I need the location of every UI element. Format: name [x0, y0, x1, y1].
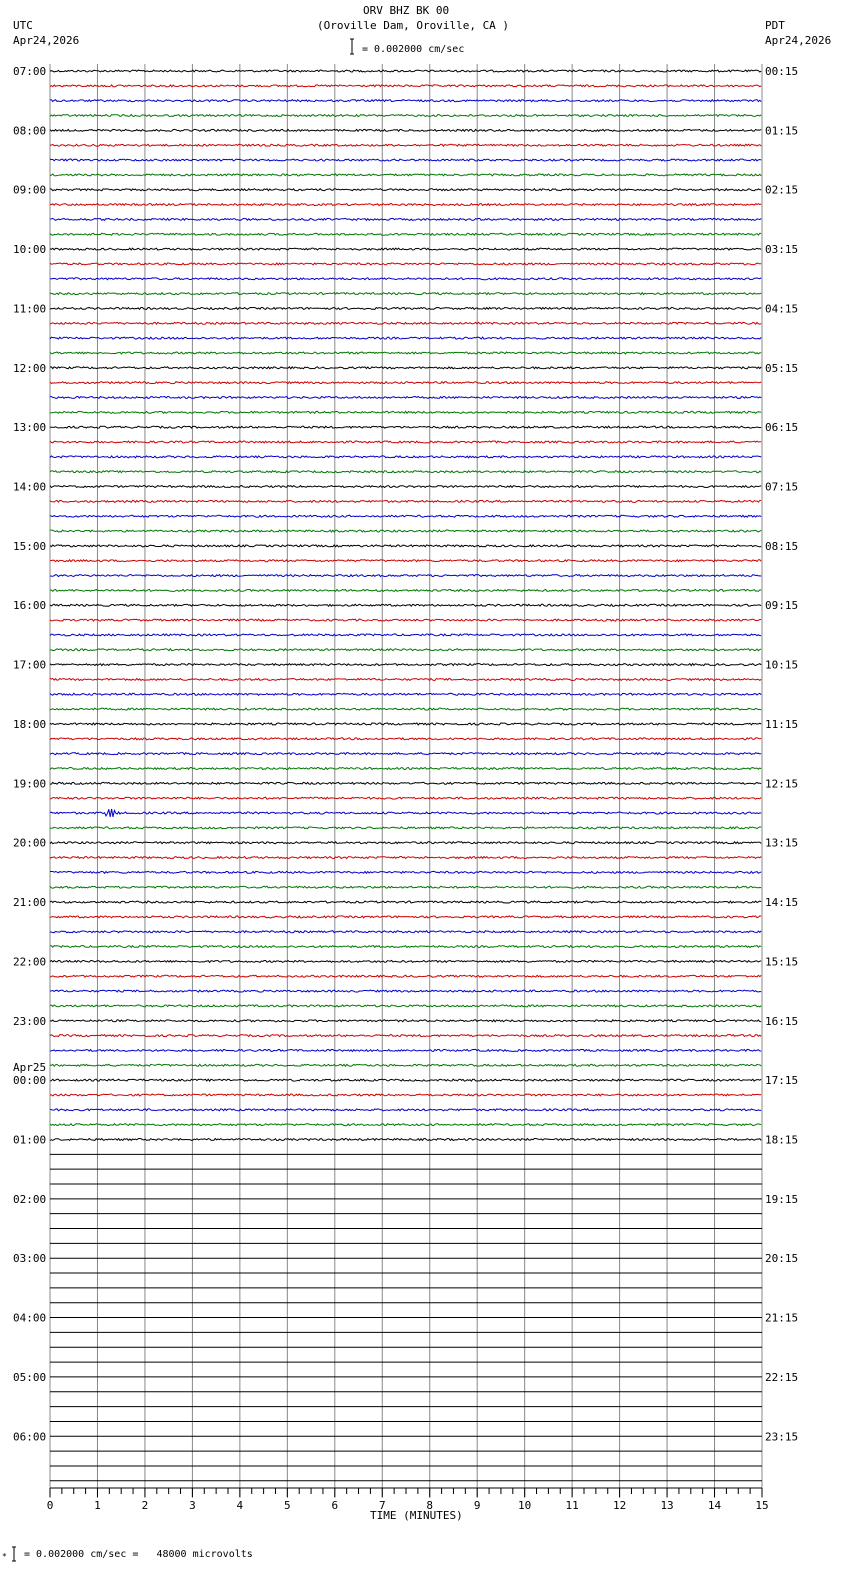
- left-hour-label: 22:00: [13, 955, 47, 969]
- seismic-trace: [50, 263, 761, 265]
- seismic-trace: [50, 322, 761, 324]
- x-tick-label: 14: [707, 1499, 722, 1512]
- seismic-trace: [50, 782, 761, 784]
- seismic-trace: [50, 293, 761, 295]
- right-hour-label: 16:15: [765, 1014, 799, 1028]
- right-hour-label: 21:15: [765, 1311, 799, 1325]
- right-hour-label: 15:15: [765, 955, 799, 969]
- left-hour-label: 16:00: [13, 599, 47, 613]
- left-hour-labels: [13, 65, 46, 1443]
- left-hour-label: 23:00: [13, 1014, 47, 1028]
- seismic-trace: [50, 441, 761, 443]
- seismic-trace: [50, 604, 761, 606]
- seismic-trace: [50, 1079, 761, 1081]
- seismic-trace: [50, 797, 761, 799]
- seismic-trace: [50, 946, 761, 948]
- seismic-trace: [50, 1094, 761, 1096]
- seismic-trace: [50, 693, 761, 695]
- left-hour-label: 20:00: [13, 836, 47, 850]
- left-hour-label: 11:00: [13, 302, 47, 316]
- x-tick-label: 13: [660, 1499, 674, 1512]
- seismic-trace: [50, 396, 761, 398]
- right-hour-label: 13:15: [765, 836, 799, 850]
- right-hour-label: 22:15: [765, 1370, 799, 1384]
- right-hour-label: 00:15: [765, 65, 799, 78]
- seismic-trace: [50, 1064, 761, 1066]
- left-hour-label: 00:00: [13, 1074, 47, 1088]
- seismic-trace: [50, 1124, 761, 1126]
- right-hour-label: 06:15: [765, 421, 799, 435]
- seismic-trace: [50, 115, 761, 117]
- seismic-trace: [50, 1020, 761, 1022]
- seismic-trace: [50, 723, 761, 725]
- left-hour-label: 08:00: [13, 124, 47, 138]
- seismic-trace: [50, 337, 761, 339]
- seismic-trace: [50, 753, 761, 755]
- left-hour-label: 02:00: [13, 1192, 47, 1206]
- right-hour-label: 02:15: [765, 183, 799, 197]
- seismic-trace: [50, 204, 761, 206]
- station-subtitle: (Oroville Dam, Oroville, CA ): [317, 19, 510, 32]
- x-tick-label: 8: [426, 1499, 434, 1512]
- seismic-trace: [50, 634, 761, 636]
- x-axis-title: TIME (MINUTES): [370, 1509, 463, 1522]
- right-hour-label: 10:15: [765, 658, 799, 672]
- seismic-trace: [50, 471, 761, 473]
- left-hour-label: 19:00: [13, 777, 47, 791]
- seismic-trace: [50, 85, 761, 87]
- seismic-trace: [50, 901, 761, 903]
- seismic-trace: [50, 545, 761, 547]
- left-hour-label: 09:00: [13, 183, 47, 197]
- x-tick-label: 3: [189, 1499, 196, 1512]
- seismic-trace: [50, 100, 761, 102]
- x-tick-label: 2: [141, 1499, 149, 1512]
- seismic-trace: [50, 456, 761, 458]
- left-hour-label: 15:00: [13, 539, 47, 553]
- x-tick-label: 9: [473, 1499, 481, 1512]
- footer-scale-note: = 0.002000 cm/sec = 48000 microvolts: [24, 1549, 253, 1560]
- seismic-trace: [50, 70, 761, 72]
- seismic-trace: [50, 367, 761, 369]
- seismic-trace: [50, 382, 761, 384]
- right-hour-label: 09:15: [765, 599, 799, 613]
- seismic-trace: [50, 218, 761, 220]
- right-hour-label: 18:15: [765, 1133, 799, 1147]
- seismic-trace: [50, 426, 761, 428]
- left-hour-label: 03:00: [13, 1252, 47, 1266]
- seismic-trace: [50, 159, 761, 161]
- x-tick-label: 12: [612, 1499, 627, 1512]
- seismic-trace: [50, 664, 761, 666]
- footer-scale-bar-icon: [2, 1547, 16, 1561]
- right-hour-label: 11:15: [765, 717, 799, 731]
- x-tick-label: 15: [755, 1499, 769, 1512]
- seismic-trace: [50, 1049, 761, 1051]
- seismic-trace: [50, 678, 761, 680]
- left-date: Apr24,2026: [13, 34, 80, 47]
- seismic-trace: [50, 144, 761, 146]
- station-title: ORV BHZ BK 00: [363, 4, 450, 17]
- seismic-trace: [50, 1005, 761, 1007]
- right-hour-label: 01:15: [765, 124, 799, 138]
- right-hour-label: 03:15: [765, 243, 799, 257]
- seismic-traces: [50, 70, 761, 1140]
- seismic-trace: [50, 960, 761, 962]
- seismic-trace: [50, 352, 761, 354]
- x-tick-label: 11: [565, 1499, 579, 1512]
- left-hour-label: 10:00: [13, 243, 47, 257]
- trace-baselines: [50, 1154, 762, 1480]
- left-timezone: UTC: [13, 19, 33, 32]
- seismic-trace: [50, 307, 761, 309]
- seismic-trace: [50, 842, 761, 844]
- seismic-trace: [50, 809, 761, 817]
- seismic-trace: [50, 1035, 761, 1037]
- right-hour-label: 08:15: [765, 539, 799, 553]
- seismic-trace: [50, 589, 761, 591]
- left-hour-label: 04:00: [13, 1311, 47, 1325]
- seismic-trace: [50, 411, 761, 413]
- seismic-trace: [50, 1109, 761, 1111]
- left-hour-label: 17:00: [13, 658, 47, 672]
- x-tick-label: 1: [94, 1499, 101, 1512]
- left-hour-label: 21:00: [13, 896, 47, 910]
- right-hour-label: 05:15: [765, 361, 799, 375]
- seismic-trace: [50, 500, 761, 502]
- seismic-trace: [50, 990, 761, 992]
- right-hour-label: 14:15: [765, 896, 799, 910]
- seismic-trace: [50, 886, 761, 888]
- seismic-trace: [50, 857, 761, 859]
- right-hour-labels: [765, 65, 798, 1443]
- seismic-trace: [50, 486, 761, 488]
- seismic-trace: [50, 129, 761, 131]
- svg-text:*: *: [2, 1552, 7, 1561]
- left-hour-label: 05:00: [13, 1370, 47, 1384]
- right-hour-label: 23:15: [765, 1430, 799, 1444]
- right-hour-label: 07:15: [765, 480, 799, 494]
- right-hour-label: 17:15: [765, 1074, 799, 1088]
- seismic-trace: [50, 738, 761, 740]
- x-tick-label: 5: [284, 1499, 291, 1512]
- seismic-trace: [50, 248, 761, 250]
- seismic-trace: [50, 189, 761, 191]
- right-hour-label: 19:15: [765, 1192, 799, 1206]
- left-hour-label: 07:00: [13, 65, 47, 78]
- left-hour-label: 18:00: [13, 717, 47, 731]
- left-hour-label: 12:00: [13, 361, 47, 375]
- left-hour-label: 01:00: [13, 1133, 47, 1147]
- seismic-trace: [50, 767, 761, 769]
- seismic-trace: [50, 871, 761, 873]
- left-hour-label: 13:00: [13, 421, 47, 435]
- seismic-trace: [50, 931, 761, 933]
- seismic-trace: [50, 708, 761, 710]
- right-timezone: PDT: [765, 19, 785, 32]
- seismic-trace: [50, 515, 761, 517]
- x-tick-label: 6: [331, 1499, 339, 1512]
- x-tick-label: 7: [378, 1499, 386, 1512]
- right-hour-label: 20:15: [765, 1252, 799, 1266]
- left-hour-label: 14:00: [13, 480, 47, 494]
- right-hour-label: 12:15: [765, 777, 799, 791]
- x-axis: [47, 1488, 769, 1512]
- seismic-trace: [50, 827, 761, 829]
- left-hour-label: 06:00: [13, 1430, 47, 1444]
- x-tick-label: 0: [46, 1499, 54, 1512]
- seismic-trace: [50, 560, 761, 562]
- seismic-trace: [50, 174, 761, 176]
- date-change-label: Apr25: [13, 1061, 47, 1075]
- seismic-trace: [50, 975, 761, 977]
- x-tick-label: 4: [236, 1499, 244, 1512]
- seismic-trace: [50, 575, 761, 577]
- seismic-trace: [50, 649, 761, 651]
- scale-bar-icon: [350, 39, 354, 54]
- seismic-trace: [50, 1138, 761, 1140]
- seismic-trace: [50, 619, 761, 621]
- scale-label: = 0.002000 cm/sec: [362, 44, 465, 55]
- right-date: Apr24,2026: [765, 34, 832, 47]
- seismic-trace: [50, 278, 761, 280]
- seismic-trace: [50, 233, 761, 235]
- right-hour-label: 04:15: [765, 302, 799, 316]
- seismic-trace: [50, 916, 761, 918]
- seismic-trace: [50, 530, 761, 532]
- x-tick-label: 10: [518, 1499, 532, 1512]
